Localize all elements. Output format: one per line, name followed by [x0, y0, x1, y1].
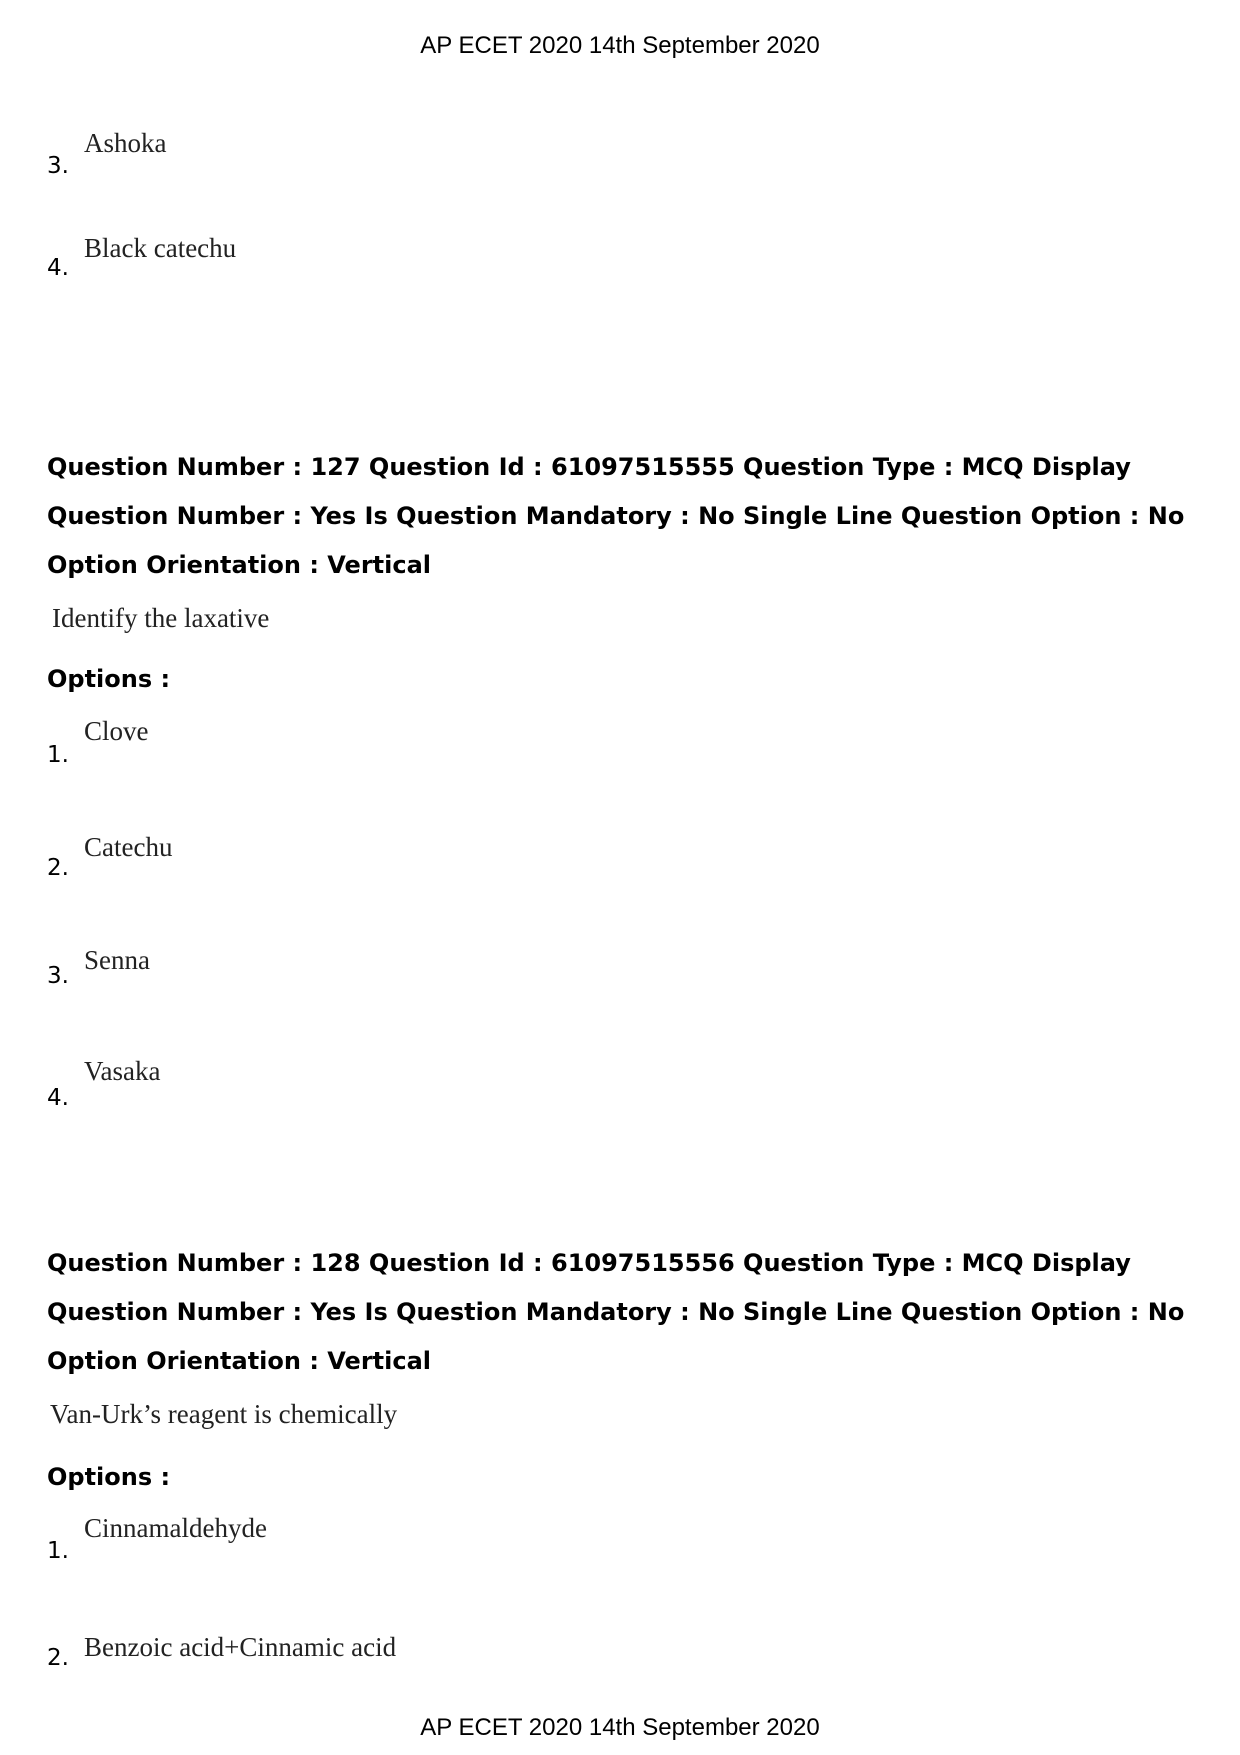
option-number: 4.: [47, 255, 69, 281]
option-number: 4.: [47, 1085, 69, 1111]
option-number: 2.: [47, 1645, 69, 1671]
page-footer: AP ECET 2020 14th September 2020: [420, 1714, 820, 1741]
option-number: 1.: [47, 742, 69, 768]
options-label: Options :: [47, 1463, 171, 1491]
option-text: Clove: [84, 716, 149, 746]
option-number: 2.: [47, 855, 69, 881]
option-text: Cinnamaldehyde: [84, 1513, 267, 1543]
options-label: Options :: [47, 665, 171, 693]
question-text: Van-Urk’s reagent is chemically: [50, 1399, 398, 1429]
option-text: Vasaka: [84, 1056, 161, 1086]
option-text: Black catechu: [84, 233, 237, 263]
option-text: Senna: [84, 945, 150, 975]
option-number: 3.: [47, 963, 69, 989]
option-number: 3.: [47, 153, 69, 179]
question-meta: Question Number : 127 Question Id : 61097515555 Question Type : MCQ Display Question Number : Yes Is Question Mandatory : No Single Line Question Option : No Option Orientation : Vertical: [47, 453, 1185, 579]
option-text: Benzoic acid+Cinnamic acid: [84, 1632, 397, 1662]
question-meta: Question Number : 128 Question Id : 61097515556 Question Type : MCQ Display Question Number : Yes Is Question Mandatory : No Single Line Question Option : No Option Orientation : Vertical: [47, 1249, 1185, 1375]
option-text: Catechu: [84, 832, 173, 862]
option-number: 1.: [47, 1538, 69, 1564]
option-text: Ashoka: [84, 128, 167, 158]
page-header: AP ECET 2020 14th September 2020: [420, 32, 820, 59]
question-text: Identify the laxative: [52, 603, 270, 633]
